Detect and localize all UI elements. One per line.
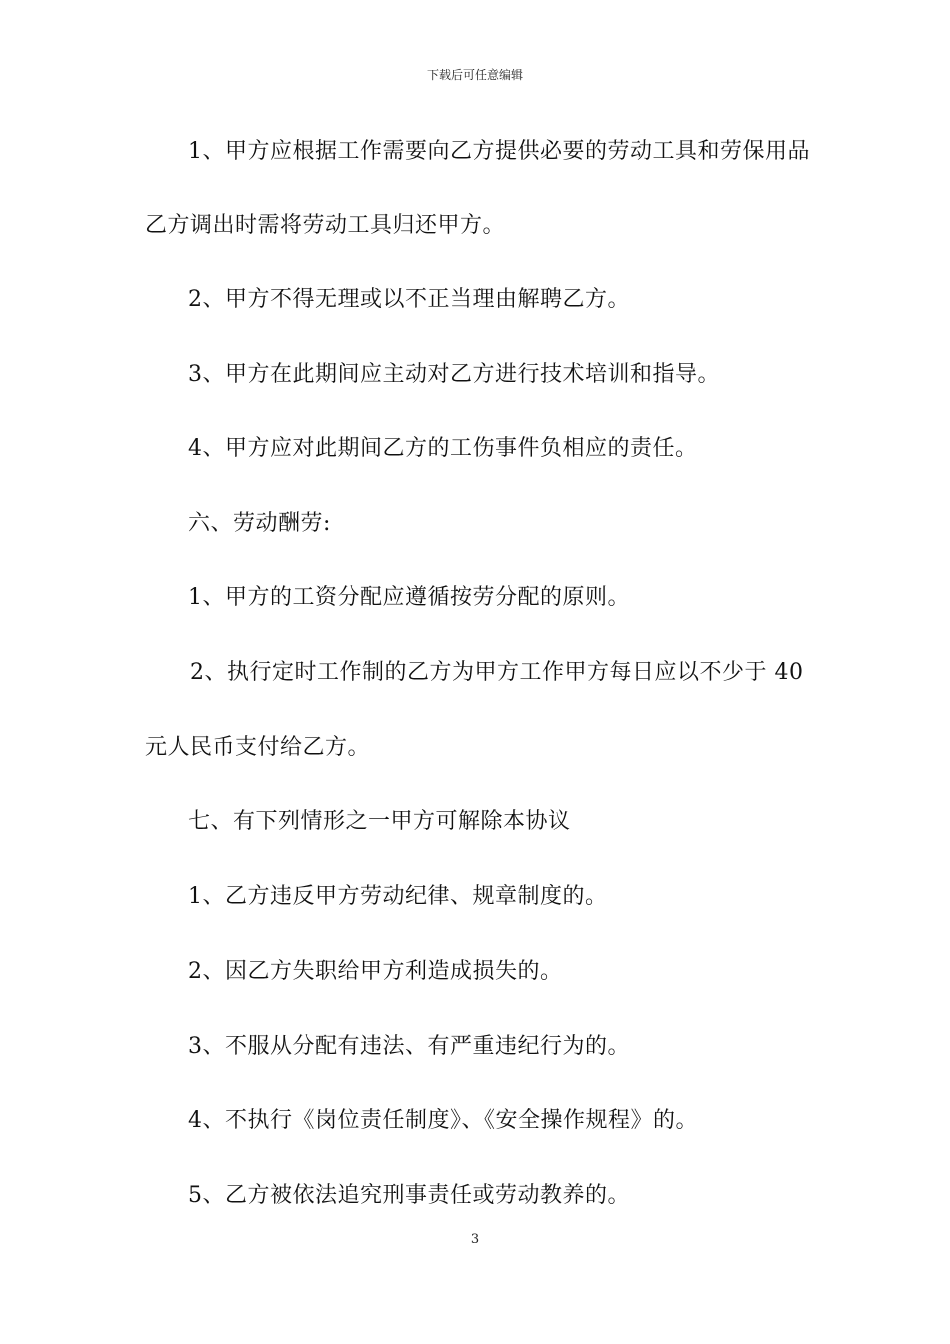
body-line-15: 5、乙方被依法追究刑事责任或劳动教养的。: [188, 1183, 630, 1208]
body-line-12: 2、因乙方失职给甲方利造成损失的。: [188, 959, 563, 984]
section-heading-seven: 七、有下列情形之一甲方可解除本协议: [188, 809, 571, 834]
body-line-4: 3、甲方在此期间应主动对乙方进行技术培训和指导。: [188, 362, 720, 387]
body-line-13: 3、不服从分配有违法、有严重违纪行为的。: [188, 1034, 630, 1059]
body-line-1: 1、甲方应根据工作需要向乙方提供必要的劳动工具和劳保用品: [188, 139, 810, 164]
body-line-8: 2、执行定时工作制的乙方为甲方工作甲方每日应以不少于 40: [190, 660, 804, 685]
page-number: 3: [470, 1232, 480, 1247]
body-line-7: 1、甲方的工资分配应遵循按劳分配的原则。: [188, 585, 630, 610]
section-heading-six: 六、劳动酬劳:: [188, 511, 331, 536]
body-line-11: 1、乙方违反甲方劳动纪律、规章制度的。: [188, 884, 608, 909]
body-line-2: 乙方调出时需将劳动工具归还甲方。: [145, 213, 506, 238]
body-line-14: 4、不执行《岗位责任制度》、《安全操作规程》的。: [188, 1108, 698, 1133]
body-line-5: 4、甲方应对此期间乙方的工伤事件负相应的责任。: [188, 436, 698, 461]
body-line-3: 2、甲方不得无理或以不正当理由解聘乙方。: [188, 287, 630, 312]
body-line-9: 元人民币支付给乙方。: [145, 735, 371, 760]
page-header: 下载后可任意编辑: [426, 68, 523, 82]
